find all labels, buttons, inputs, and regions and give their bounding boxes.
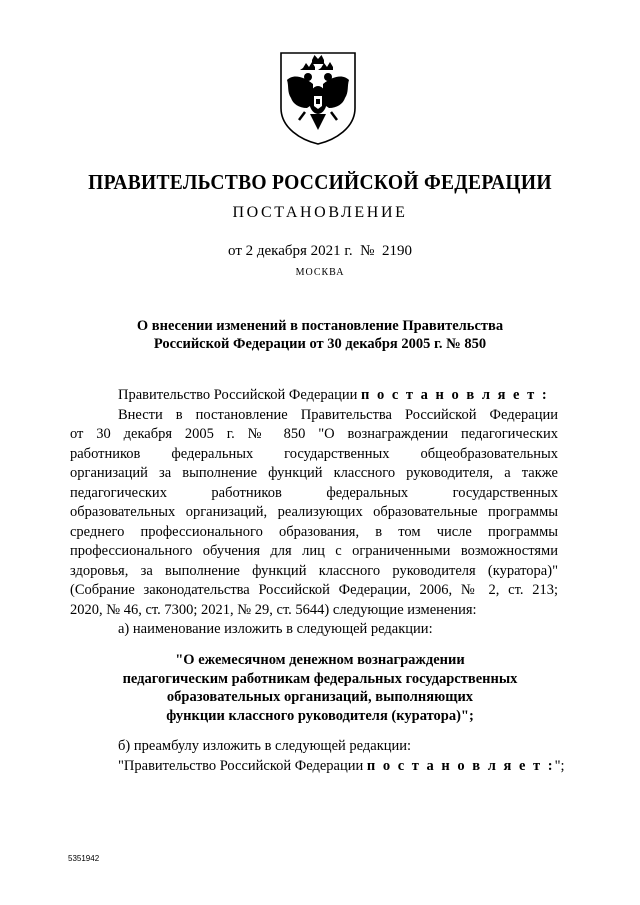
quote-line: педагогическим работникам федеральных государственных [122,670,518,687]
paragraph-line: среднего профессионального образования, в том числе программы [70,523,558,540]
document-code: 5351942 [68,854,100,863]
preamble-prefix: "Правительство Российской Федерации [118,757,367,774]
heading-line: Российской Федерации от 30 декабря 2005 г. № 850 [153,336,487,352]
paragraph-line: работников федеральных государственных общеобразовательных [70,445,558,462]
quote-line: образовательных организаций, выполняющих [166,689,474,705]
quote-line: "О ежемесячном денежном вознаграждении [175,652,465,668]
paragraph-line: образовательных организаций, реализующих образовательные программы [70,504,558,520]
government-title: ПРАВИТЕЛЬСТВО РОССИЙСКОЙ ФЕДЕРАЦИИ [88,170,552,194]
paragraph-line: здоровья, за выполнение функций классного руководителя (куратора)" [70,562,558,579]
item-a: а) наименование изложить в следующей редакции: [118,621,433,637]
decree-word: п о с т а н о в л я е т : [360,387,549,403]
paragraph-line: Внести в постановление Правительства Российской Федерации [118,406,558,423]
item-b-block [118,737,588,776]
document-date-number: от 2 декабря 2021 г. № 2190 [228,243,412,259]
preamble-suffix: "; [554,757,565,774]
item-b: б) преамбулу изложить в следующей редакции: [118,738,412,754]
paragraph-line: организаций за выполнение функций классного руководителя, а также [70,465,558,481]
paragraph-line: профессионального обучения для лиц с ограниченными возможностями [70,543,558,559]
document-body [70,386,558,640]
paragraph-line: от 30 декабря 2005 г. № 850 "О вознаграждении педагогических [70,426,558,442]
intro-prefix: Правительство Российской Федерации [118,387,361,403]
document-city: МОСКВА [295,267,345,278]
decree-word: п о с т а н о в л я е т : [366,757,555,774]
new-preamble [118,757,588,777]
quoted-new-title [0,651,640,725]
paragraph-line: (Собрание законодательства Российской Федерации, 2006, № 2, ст. 213; [70,582,558,598]
quote-line: функции классного руководителя (куратора)"; [166,707,474,724]
heading-line: О внесении изменений в постановление Правительства [136,318,504,334]
document-heading [0,317,640,353]
russian-coat-of-arms-icon [277,50,359,146]
paragraph-line: 2020, № 46, ст. 7300; 2021, № 29, ст. 5644) следующие изменения: [70,601,477,618]
paragraph-line: педагогических работников федеральных государственных [70,484,558,501]
document-type: ПОСТАНОВЛЕНИЕ [232,204,408,221]
decree-intro [70,386,558,406]
